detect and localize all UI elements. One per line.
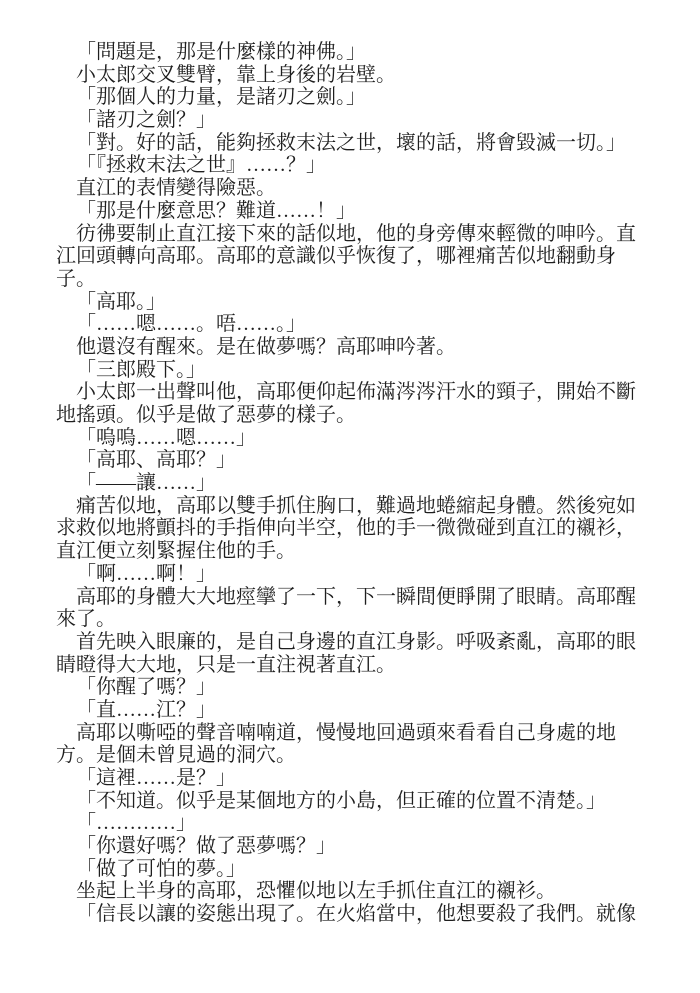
text-line: 方。是個未曾見過的洞穴。 bbox=[56, 744, 296, 767]
text-line: 「嗚嗚……嗯……」 bbox=[76, 426, 256, 449]
text-line: 「信長以讓的姿態出現了。在火焰當中，他想要殺了我們。就像 bbox=[76, 903, 636, 926]
text-line: 小太郎交叉雙臂，靠上身後的岩壁。 bbox=[76, 63, 396, 86]
text-line: 「做了可怕的夢。」 bbox=[76, 857, 246, 880]
text-line: 「『拯救末法之世』……？」 bbox=[76, 154, 326, 177]
text-line: 「問題是，那是什麼樣的神佛。」 bbox=[76, 41, 366, 63]
text-line: 直江的表情變得險惡。 bbox=[76, 177, 276, 200]
text-line: 「三郎殿下。」 bbox=[76, 358, 206, 381]
text-line: 「這裡……是？」 bbox=[76, 767, 236, 789]
text-line: 「直……江？」 bbox=[76, 698, 216, 721]
text-line: 痛苦似地，高耶以雙手抓住胸口，難過地蜷縮起身體。然後宛如 bbox=[76, 494, 636, 517]
text-line: 首先映入眼廉的，是自己身邊的直江身影。呼吸紊亂，高耶的眼 bbox=[76, 630, 636, 653]
text-line: 彷彿要制止直江接下來的話似地，他的身旁傳來輕微的呻吟。直 bbox=[76, 222, 636, 245]
text-line: 睛瞪得大大地，只是一直注視著直江。 bbox=[56, 653, 396, 676]
text-line: 「——讓……」 bbox=[76, 472, 216, 495]
text-line: 地搖頭。似乎是做了惡夢的樣子。 bbox=[56, 404, 356, 426]
text-line: 小太郎一出聲叫他，高耶便仰起佈滿涔涔汗水的頸子，開始不斷 bbox=[76, 381, 636, 404]
text-line: 「……嗯……。唔……。」 bbox=[76, 313, 306, 336]
text-line: 高耶以嘶啞的聲音喃喃道，慢慢地回過頭來看看自己身處的地 bbox=[76, 721, 616, 744]
text-column bbox=[56, 41, 662, 926]
text-line: 「高耶、高耶？」 bbox=[76, 449, 236, 472]
text-line: 「不知道。似乎是某個地方的小島，但正確的位置不清楚。」 bbox=[76, 789, 606, 812]
text-line: 子。 bbox=[56, 267, 96, 290]
text-line: 「那個人的力量，是諸刃之劍。」 bbox=[76, 86, 366, 109]
text-line: 來了。 bbox=[56, 608, 116, 631]
text-line: 「對。好的話，能夠拯救末法之世，壞的話，將會毀滅一切。」 bbox=[76, 131, 626, 154]
text-line: 直江便立刻緊握住他的手。 bbox=[56, 540, 296, 563]
text-line: 坐起上半身的高耶，恐懼似地以左手抓住直江的襯衫。 bbox=[76, 880, 556, 903]
text-line: 「啊……啊！」 bbox=[76, 562, 216, 585]
text-line: 「你醒了嗎？」 bbox=[76, 676, 216, 699]
text-line: 「你還好嗎？做了惡夢嗎？」 bbox=[76, 835, 336, 858]
text-line: 「諸刃之劍？」 bbox=[76, 109, 216, 132]
text-line: 高耶的身體大大地痙攣了一下，下一瞬間便睜開了眼睛。高耶醒 bbox=[76, 585, 636, 608]
text-line: 求救似地將顫抖的手指伸向半空，他的手一微微碰到直江的襯衫， bbox=[56, 517, 636, 540]
text-line: 「高耶。」 bbox=[76, 290, 166, 313]
text-line: 江回頭轉向高耶。高耶的意識似乎恢復了，哪裡痛苦似地翻動身 bbox=[56, 245, 616, 268]
text-line: 「那是什麼意思？難道……！」 bbox=[76, 199, 356, 222]
text-line: 「…………」 bbox=[76, 812, 196, 835]
text-line: 他還沒有醒來。是在做夢嗎？高耶呻吟著。 bbox=[76, 335, 456, 358]
